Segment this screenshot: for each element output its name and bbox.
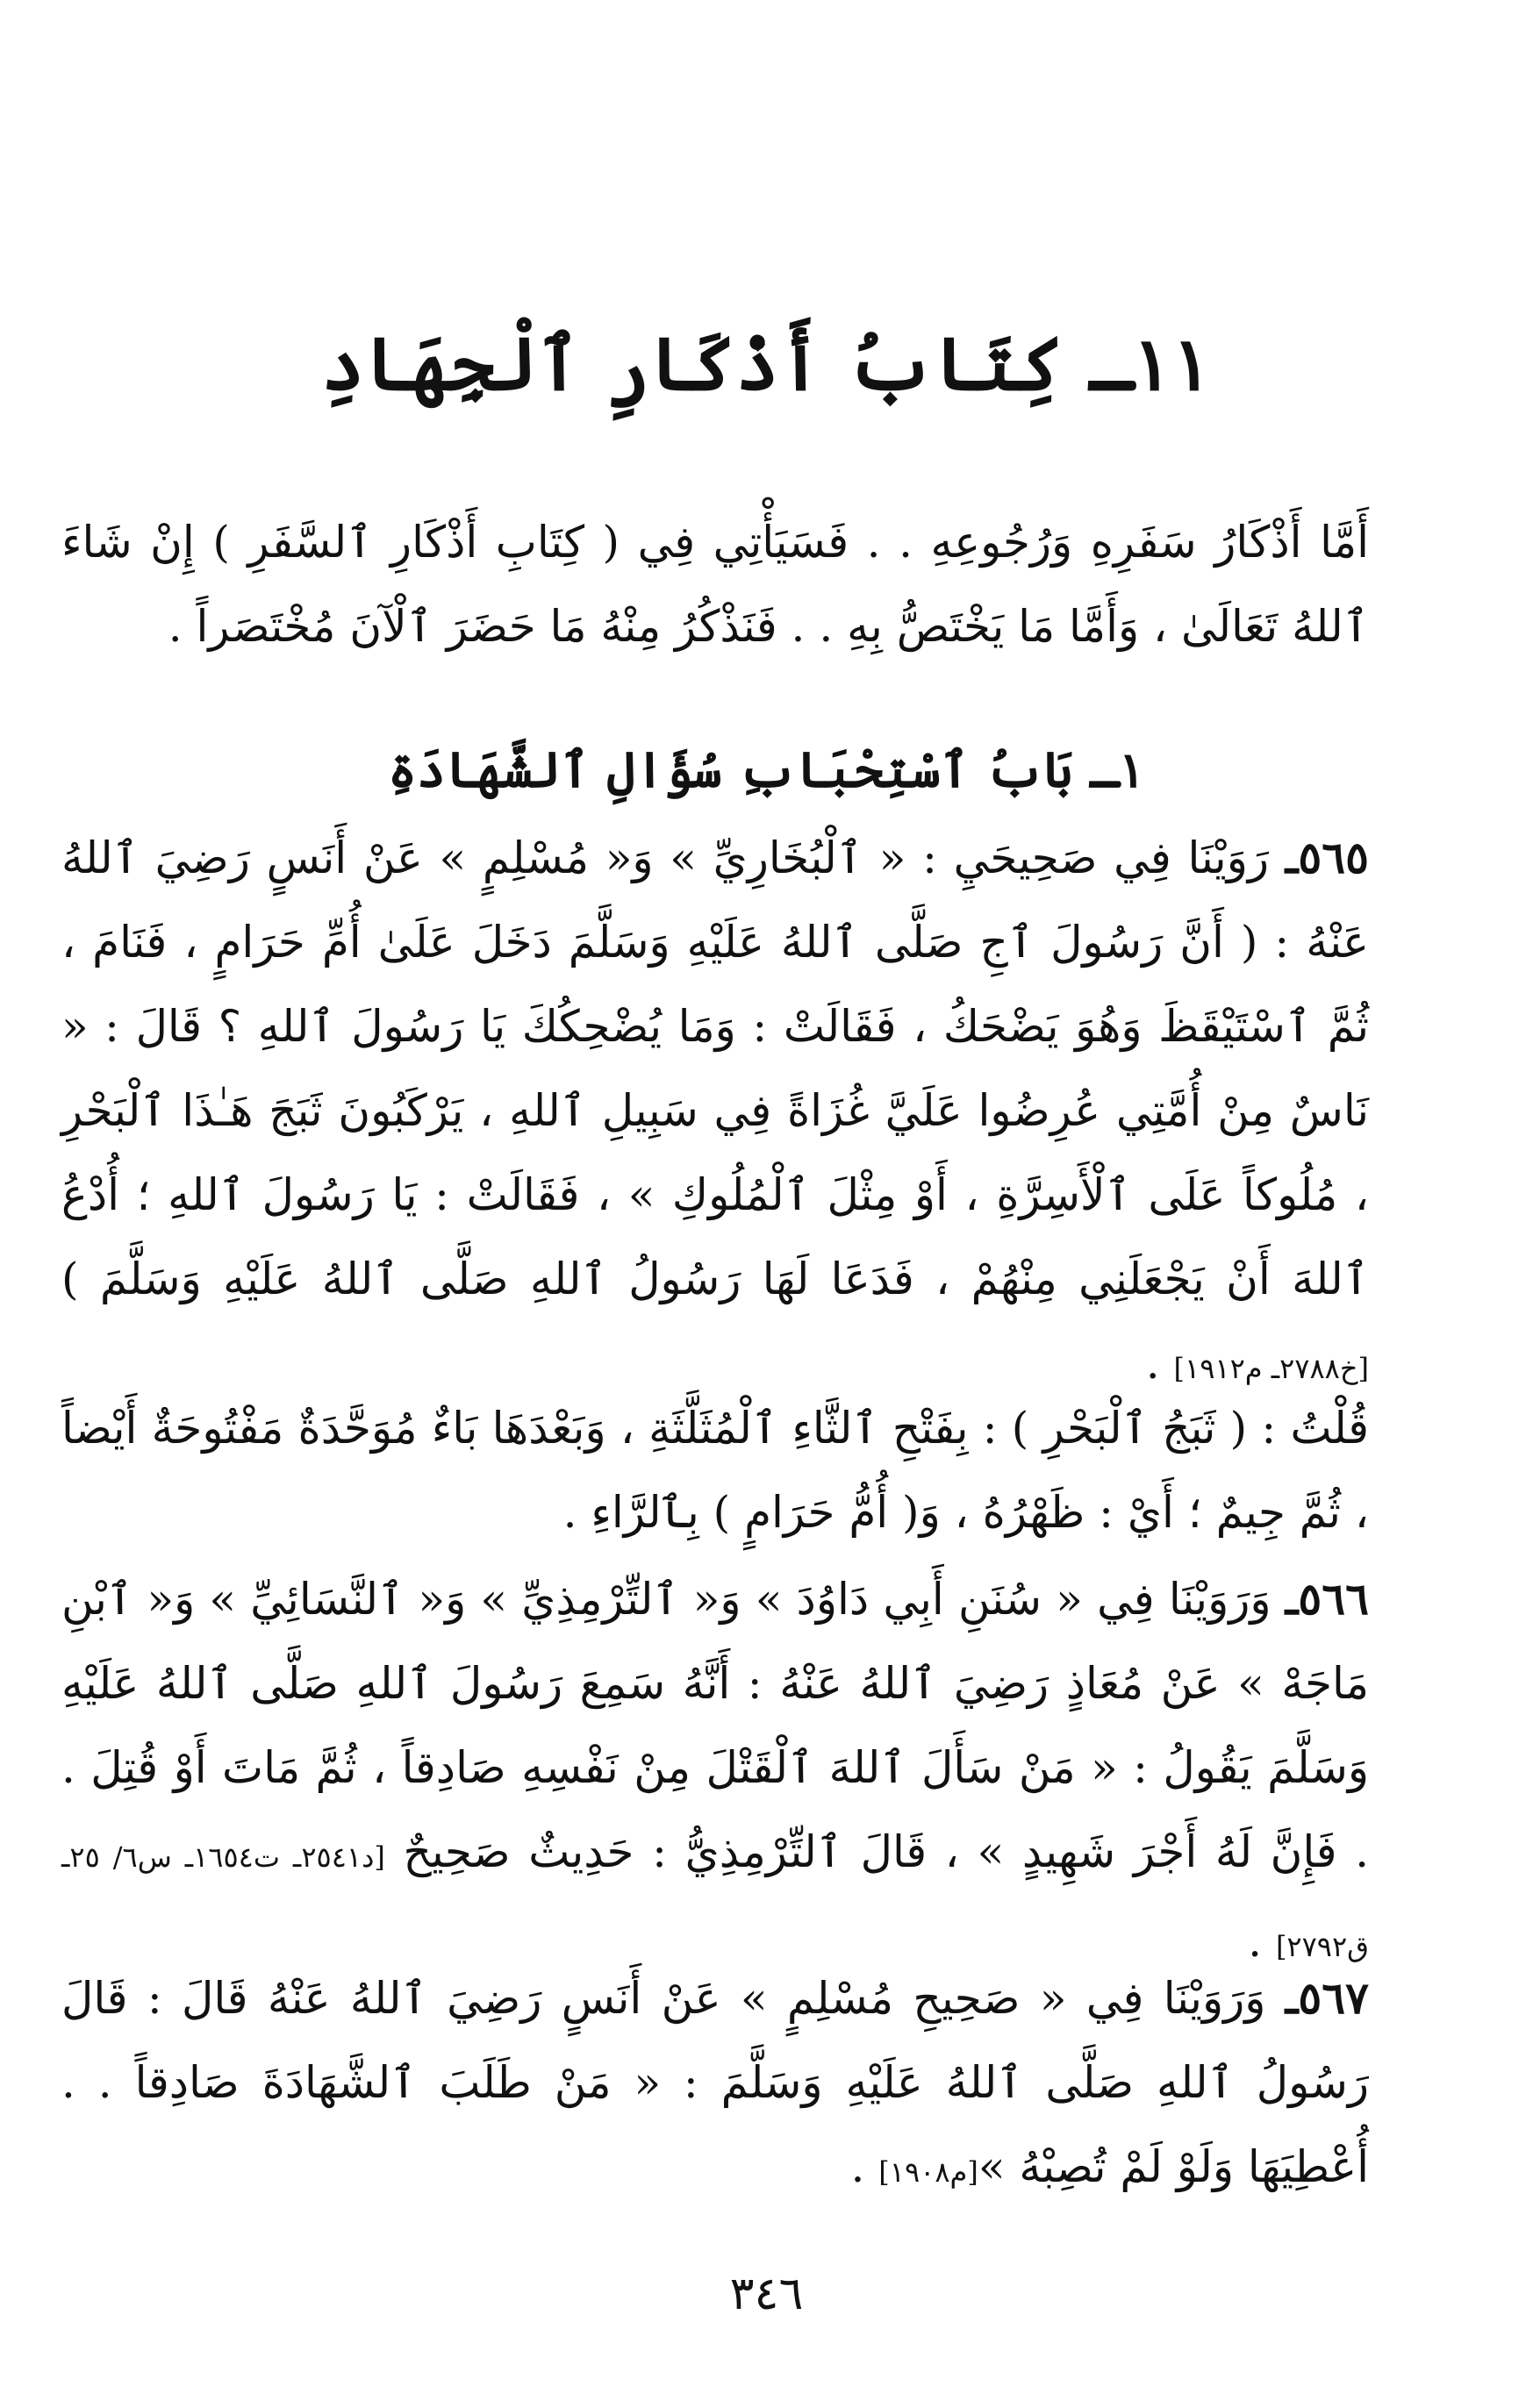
- intro-paragraph: أَمَّا أَذْكَارُ سَفَرِهِ وَرُجُوعِهِ . . فَسَيَأْتِي فِي ( كِتَابِ أَذْكَارِ ٱلسَّفَرِ ) إِنْ شَاءَ ٱللهُ تَعَالَىٰ ، وَأَمَّا مَا يَخْتَصُّ بِهِ . . فَنَذْكُرُ مِنْهُ مَا حَضَرَ ٱلْآنَ مُخْتَصَراً .: [61, 517, 1369, 652]
- hadith-end: .: [850, 2141, 879, 2192]
- hadith-end: .: [1248, 1916, 1276, 1967]
- hadith-reference: [خ٢٧٨٨ـ م١٩١٢]: [1173, 1352, 1369, 1385]
- hadith-reference: [د٢٥٤١ـ ت١٦٥٤ـ س٦/ ٢٥ـ ق٢٧٩٢]: [61, 1840, 1369, 1963]
- chapter-title: ١١ـ كِتَابُ أَذْكَارِ ٱلْجِهَادِ: [321, 320, 1212, 407]
- hadith-text: وَرَوَيْنَا فِي « سُنَنِ أَبِي دَاوُدَ » وَ« ٱلتِّرْمِذِيِّ » وَ« ٱلنَّسَائِيِّ » وَ« ٱبْنِ مَاجَهْ » عَنْ مُعَاذٍ رَضِيَ ٱللهُ عَنْهُ : أَنَّهُ سَمِعَ رَسُولَ ٱللهِ صَلَّى ٱللهُ عَلَيْهِ وَسَلَّمَ يَقُولُ : « مَنْ سَأَلَ ٱللهَ ٱلْقَتْلَ مِنْ نَفْسِهِ صَادِقاً ، ثُمَّ مَاتَ أَوْ قُتِلَ . . فَإِنَّ لَهُ أَجْرَ شَهِيدٍ » ، قَالَ ٱلتِّرْمِذِيُّ : حَدِيثٌ صَحِيحٌ: [61, 1574, 1370, 1877]
- hadith-text: وَرَوَيْنَا فِي « صَحِيحِ مُسْلِمٍ » عَنْ أَنَسٍ رَضِيَ ٱللهُ عَنْهُ قَالَ : قَالَ رَسُولُ ٱللهِ صَلَّى ٱللهُ عَلَيْهِ وَسَلَّمَ : « مَنْ طَلَبَ ٱلشَّهَادَةَ صَادِقاً . . أُعْطِيَهَا وَلَوْ لَمْ تُصِبْهُ »: [61, 1973, 1369, 2192]
- hadith-567: [61, 1956, 1369, 2214]
- section-title: ١ـ بَابُ ٱسْتِحْبَابِ سُؤَالِ ٱلشَّهَادَةِ: [388, 741, 1145, 799]
- hadith-reference: [م١٩٠٨]: [878, 2155, 978, 2189]
- hadith-number: ٥٦٧ـ: [1285, 1972, 1369, 2024]
- hadith-565: [61, 816, 1369, 1411]
- hadith-number: ٥٦٥ـ: [1285, 832, 1369, 883]
- hadith-566: [61, 1557, 1369, 1989]
- explanatory-note: قُلْتُ : ( ثَبَجُ ٱلْبَحْرِ ) : بِفَتْحِ ٱلثَّاءِ ٱلْمُثَلَّثَةِ ، وَبَعْدَهَا بَاءٌ مُوَحَّدَةٌ مَفْتُوحَةٌ أَيْضاً ، ثُمَّ جِيمٌ ؛ أَيْ : ظَهْرُهُ ، وَ( أُمُّ حَرَامٍ ) بِٱلرَّاءِ .: [61, 1403, 1369, 1538]
- page-number: ٣٤٦: [729, 2268, 804, 2320]
- hadith-text: رَوَيْنَا فِي صَحِيحَيِ : « ٱلْبُخَارِيِّ » وَ« مُسْلِمٍ » عَنْ أَنَسٍ رَضِيَ ٱللهُ عَنْهُ : ( أَنَّ رَسُولَ ٱجِ صَلَّى ٱللهُ عَلَيْهِ وَسَلَّمَ دَخَلَ عَلَىٰ أُمِّ حَرَامٍ ، فَنَامَ ، ثُمَّ ٱسْتَيْقَظَ وَهُوَ يَضْحَكُ ، فَقَالَتْ : وَمَا يُضْحِكُكَ يَا رَسُولَ ٱللهِ ؟ قَالَ : « نَاسٌ مِنْ أُمَّتِي عُرِضُوا عَلَيَّ غُزَاةً فِي سَبِيلِ ٱللهِ ، يَرْكَبُونَ ثَبَجَ هَـٰذَا ٱلْبَحْرِ ، مُلُوكاً عَلَى ٱلْأَسِرَّةِ ، أَوْ مِثْلَ ٱلْمُلُوكِ » ، فَقَالَتْ : يَا رَسُولَ ٱللهِ ؛ أُدْعُ ٱللهَ أَنْ يَجْعَلَنِي مِنْهُمْ ، فَدَعَا لَهَا رَسُولُ ٱللهِ صَلَّى ٱللهُ عَلَيْهِ وَسَلَّمَ ): [61, 832, 1369, 1304]
- hadith-end: .: [1145, 1338, 1174, 1389]
- hadith-number: ٥٦٦ـ: [1285, 1573, 1369, 1625]
